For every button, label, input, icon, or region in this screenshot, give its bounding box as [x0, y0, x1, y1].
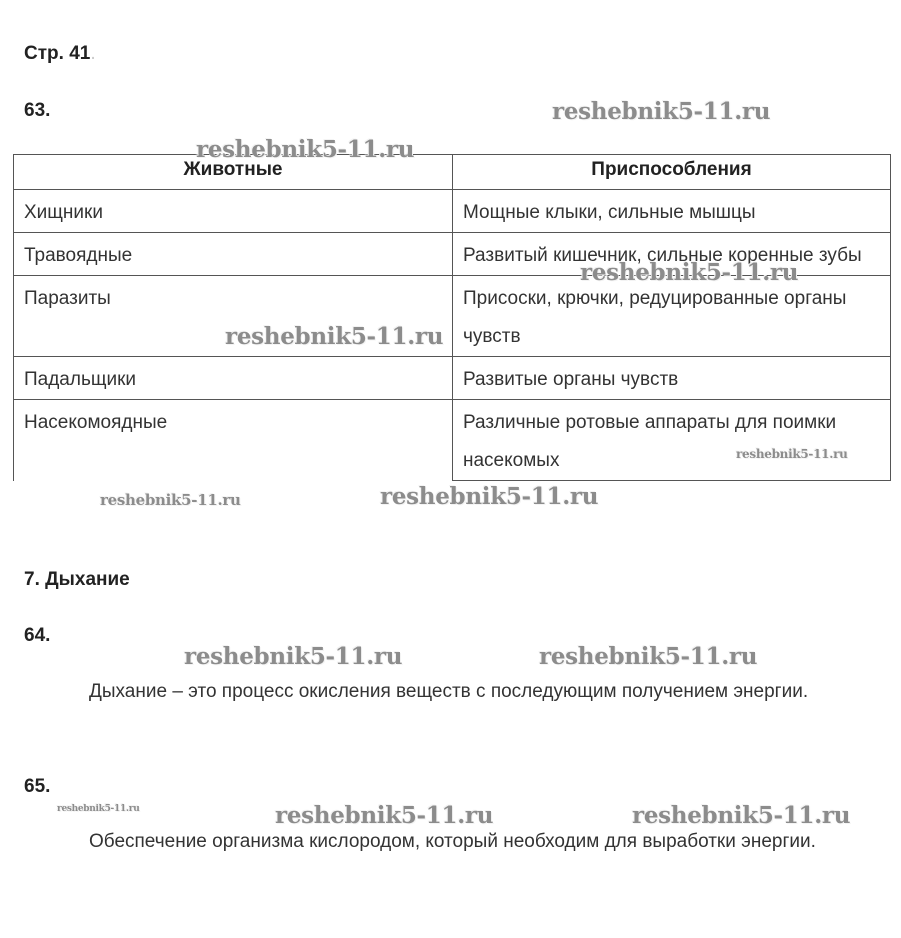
table-cell-adaptation: Развитые органы чувств: [453, 357, 891, 400]
table-cell-animal: Паразиты: [14, 276, 453, 357]
header-adaptations: Приспособления: [453, 155, 891, 190]
table-cell-animal: Падальщики: [14, 357, 453, 400]
page-label-text: Стр. 41: [24, 43, 91, 64]
task-65-answer: Обеспечение организма кислородом, который необходим для выработки энергии.: [89, 831, 816, 852]
task-64-answer: Дыхание – это процесс окисления веществ с последующим получением энергии.: [89, 681, 809, 702]
watermark: reshebnik5-11.ru: [539, 643, 758, 670]
watermark: reshebnik5-11.ru: [57, 804, 140, 814]
watermark: reshebnik5-11.ru: [552, 98, 771, 125]
section-title: 7. Дыхание: [24, 569, 130, 590]
watermark: reshebnik5-11.ru: [275, 802, 494, 829]
table-row: [14, 276, 891, 357]
task-63-number: 63.: [24, 100, 51, 121]
watermark: reshebnik5-11.ru: [196, 136, 415, 163]
table-cell-adaptation: Развитый кишечник, сильные коренные зубы: [453, 233, 891, 276]
task-64-number: 64.: [24, 625, 51, 646]
watermark: reshebnik5-11.ru: [632, 802, 851, 829]
table-cell-animal: Травоядные: [14, 233, 453, 276]
table-cell-animal: Хищники: [14, 190, 453, 233]
watermark: reshebnik5-11.ru: [736, 447, 848, 461]
table-row: [14, 400, 891, 481]
table-row: [14, 357, 891, 400]
watermark: reshebnik5-11.ru: [225, 323, 444, 350]
watermark: reshebnik5-11.ru: [184, 643, 403, 670]
page-label: [24, 43, 96, 65]
table-header-row: [14, 155, 891, 190]
table-cell-adaptation: Мощные клыки, сильные мышцы: [453, 190, 891, 233]
watermark: reshebnik5-11.ru: [580, 259, 799, 286]
adaptations-table: [13, 154, 891, 481]
watermark: reshebnik5-11.ru: [100, 491, 241, 509]
table-cell-adaptation: Различные ротовые аппараты для поимки насекомых: [453, 400, 891, 481]
table-cell-adaptation: Присоски, крючки, редуцированные органы чувств: [453, 276, 891, 357]
table-row: [14, 190, 891, 233]
table-cell-animal: Насекомоядные: [14, 400, 453, 481]
watermark: reshebnik5-11.ru: [380, 483, 599, 510]
page-label-dot: .: [90, 43, 96, 64]
task-65-number: 65.: [24, 776, 51, 797]
header-animals: Животные: [14, 155, 453, 190]
